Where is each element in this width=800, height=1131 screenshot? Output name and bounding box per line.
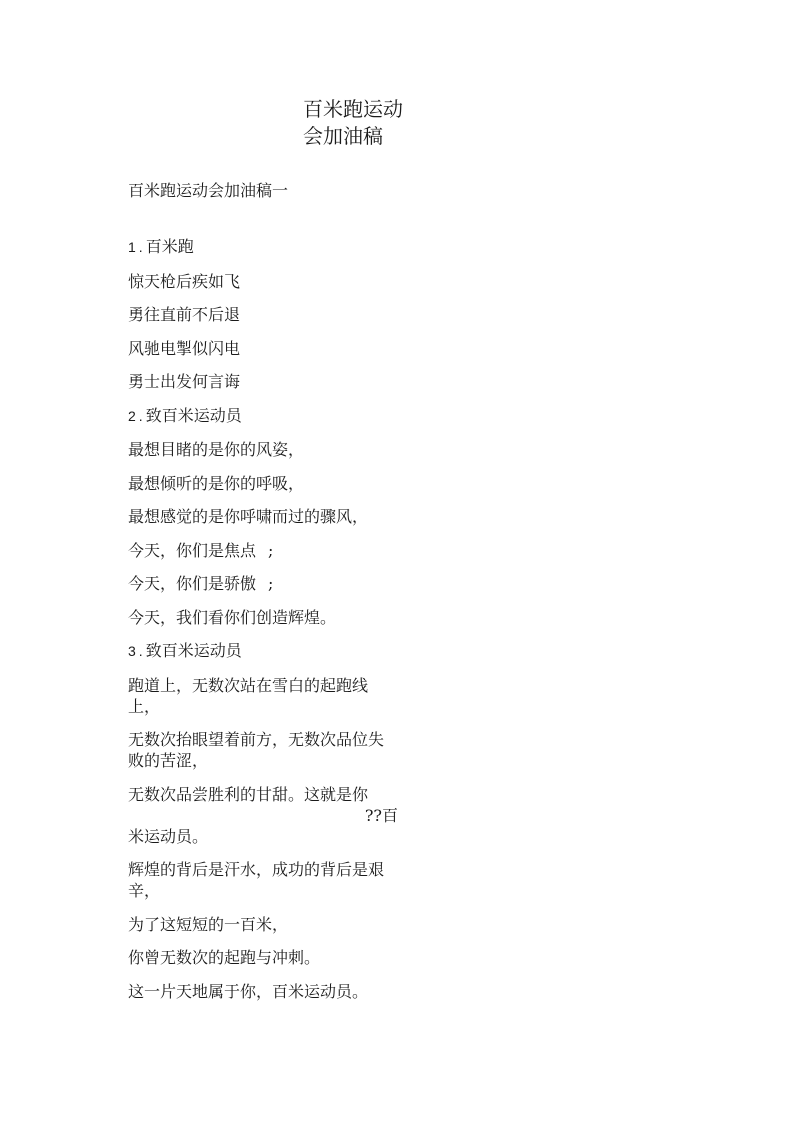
poem-line-part: 米运动员。 <box>128 826 209 846</box>
document-subtitle: 百米跑运动会加油稿一 <box>128 181 289 200</box>
poem-line-part: 无数次品尝胜利的甘甜。这就是你 <box>128 784 369 804</box>
poem-line <box>128 573 398 594</box>
section-number: 2 <box>128 407 136 424</box>
section-number-separator: . <box>138 643 143 659</box>
section-heading <box>128 405 398 427</box>
poem-line-fragment: ??百 <box>364 805 398 825</box>
section-heading-text: 致百米运动员 <box>145 641 242 660</box>
poem-line-text: 今天，你们是骄傲 <box>128 574 257 593</box>
poem-line: 为了这短短的一百米， <box>128 914 289 934</box>
poem-line: 勇往直前不后退 <box>128 305 241 324</box>
poem-line: 最想倾听的是你的呼吸， <box>128 473 305 493</box>
title-line-2: 会加油稿 <box>303 124 383 148</box>
poem-line: 跑道上，无数次站在雪白的起跑线上， <box>128 675 369 716</box>
poem-line: 最想目睹的是你的风姿， <box>128 440 305 459</box>
poem-line <box>128 540 398 561</box>
section-number: 1 <box>128 239 136 255</box>
poem-line: 无数次抬眼望着前方，无数次品位失败的苦涩， <box>128 730 385 770</box>
title-line-1: 百米跑运动 <box>303 97 403 121</box>
poem-line: 惊天枪后疾如飞 <box>128 271 241 291</box>
poem-line-punct: ; <box>268 540 274 560</box>
section-heading-text: 百米跑 <box>145 237 194 256</box>
section-number: 3 <box>128 643 136 659</box>
poem-line-text: 今天，你们是焦点 <box>128 540 257 560</box>
section-heading <box>128 640 398 662</box>
document-title <box>303 96 403 150</box>
poem-line-split <box>128 784 398 847</box>
poem-line: 最想感觉的是你呼啸而过的骤风， <box>128 507 369 526</box>
poem-line: 你曾无数次的起跑与冲刺。 <box>128 948 321 967</box>
poem-line: 辉煌的背后是汗水，成功的背后是艰辛， <box>128 860 385 900</box>
section-heading <box>128 236 398 258</box>
document-body <box>128 236 398 1014</box>
poem-line-punct: ; <box>268 574 274 593</box>
poem-line: 今天，我们看你们创造辉煌。 <box>128 607 337 627</box>
poem-line: 这一片天地属于你，百米运动员。 <box>128 981 369 1001</box>
section-heading-text: 致百米运动员 <box>145 405 242 425</box>
section-number-separator: . <box>138 407 143 424</box>
section-number-separator: . <box>138 239 143 255</box>
poem-line: 勇士出发何言诲 <box>128 372 241 391</box>
poem-line: 风驰电掣似闪电 <box>128 338 241 358</box>
